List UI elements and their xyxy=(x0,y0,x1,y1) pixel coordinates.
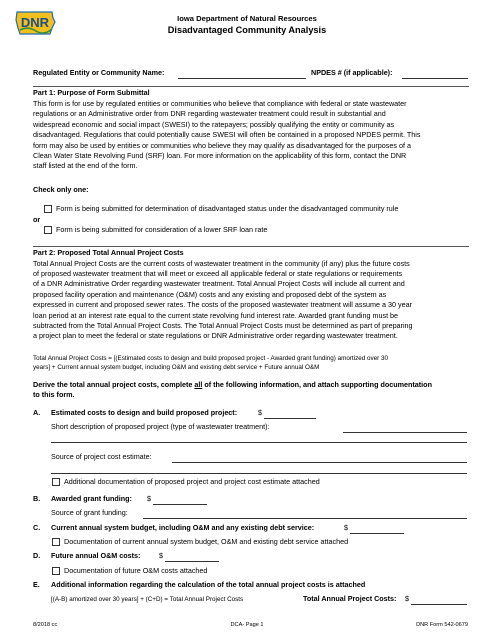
part1-line: staff listed at the end of the form. xyxy=(33,161,138,171)
part2-line: expressed in current and proposed sewer rates. The costs of the proposed wastewater treatment will assume a 30 year xyxy=(33,300,413,310)
item-e-letter: E. xyxy=(33,580,40,589)
item-d-letter: D. xyxy=(33,551,41,560)
item-d-dollar: $ xyxy=(159,551,163,560)
formula-line: years] + Current annual system budget, including O&M and existing debt service + Future annual O&M xyxy=(33,363,320,371)
item-b-source-label: Source of grant funding: xyxy=(51,508,128,517)
om-documentation-checkbox[interactable] xyxy=(52,567,60,575)
item-a-attach-label: Additional documentation of proposed project and project cost estimate attached xyxy=(64,477,320,486)
entity-name-label: Regulated Entity or Community Name: xyxy=(33,68,165,77)
part2-line: Total Annual Project Costs are the current costs of wastewater treatment in the community (if any) plus the future costs xyxy=(33,258,410,268)
option-disadvantaged-status-label: Form is being submitted for determination of disadvantaged status under the disadvantaged community rule xyxy=(56,204,399,213)
part2-line: proposed facility operation and maintenance (O&M) costs and any existing and proposed debt of the system as xyxy=(33,289,387,299)
derive-text: of the following information, and attach supporting documentation xyxy=(202,380,432,389)
part1-heading: Part 1: Purpose of Form Submittal xyxy=(33,88,150,97)
total-annual-cost-field[interactable] xyxy=(411,595,467,605)
cost-estimate-source-field[interactable] xyxy=(172,453,467,463)
item-c-label: Current annual system budget, including O&M and any existing debt service: xyxy=(51,523,315,532)
item-e-formula: [(A-B) amortized over 30 years] + (C+D) = Total Annual Project Costs xyxy=(51,596,244,603)
item-b-letter: B. xyxy=(33,494,41,503)
item-b-label: Awarded grant funding: xyxy=(51,494,132,503)
derive-text: Derive the total annual project costs, complete xyxy=(33,380,195,389)
total-cost-formula xyxy=(33,355,473,372)
derive-all-emphasis: all xyxy=(194,380,203,389)
part2-body xyxy=(33,259,473,342)
design-build-cost-field[interactable] xyxy=(264,409,316,419)
derive-instructions xyxy=(33,380,473,401)
current-budget-field[interactable] xyxy=(350,524,404,534)
npdes-label: NPDES # (if applicable): xyxy=(311,68,393,77)
item-e-dollar: $ xyxy=(405,594,409,603)
formula-line: Total Annual Project Costs = [(Estimated costs to design and build proposed project - Awarded grant funding) amortized over 30 xyxy=(33,355,388,362)
logo-text: DNR xyxy=(20,15,50,30)
item-c-letter: C. xyxy=(33,523,41,532)
part1-line: This form is for use by regulated entities or communities who believe that compliance with federal or state wastewater xyxy=(33,99,407,108)
part2-line: of a DNR Administrative Order regarding wastewater treatment. Total Annual Project Costs will include all current and xyxy=(33,279,405,289)
project-description-field-continued[interactable] xyxy=(51,433,467,443)
total-annual-cost-label: Total Annual Project Costs: xyxy=(303,594,397,603)
project-documentation-checkbox[interactable] xyxy=(52,478,60,486)
agency-name: Iowa Department of Natural Resources xyxy=(177,14,317,23)
part1-line: form may also be used by entities or communities who believe they may qualify as disadvantaged for the purposes of a xyxy=(33,140,411,150)
part2-line: subtracted from the Total Annual Project Costs. The Total Annual Project Costs must be determined as part of preparing xyxy=(33,320,413,330)
project-description-field[interactable] xyxy=(343,423,467,433)
part2-heading: Part 2: Proposed Total Annual Project Costs xyxy=(33,248,184,257)
footer-form-number: DNR Form 542-0679 xyxy=(416,622,468,628)
budget-documentation-checkbox[interactable] xyxy=(52,538,60,546)
part1-line: Clean Water State Revolving Fund (SRF) loan. For more information on the applicability of this form, contact the DNR xyxy=(33,151,407,161)
check-only-one-label: Check only one: xyxy=(33,185,89,194)
page-title: Disadvantaged Community Analysis xyxy=(167,25,327,35)
future-om-cost-field[interactable] xyxy=(165,552,219,562)
item-c-dollar: $ xyxy=(344,523,348,532)
or-label: or xyxy=(33,215,41,224)
item-d-attach-label: Documentation of future O&M costs attached xyxy=(64,566,208,575)
disadvantaged-status-checkbox[interactable] xyxy=(44,205,52,213)
item-a-source-label: Source of project cost estimate: xyxy=(51,452,152,461)
entity-name-field[interactable] xyxy=(178,69,306,79)
cost-estimate-source-field-continued[interactable] xyxy=(51,464,467,474)
part1-line: regulations or an Administrative order from DNR regarding wastewater treatment could result in substantial and xyxy=(33,109,386,119)
derive-text: to this form. xyxy=(33,390,75,400)
part2-line: of proposed wastewater treatment that will meet or exceed all applicable federal or state regulations or requirements xyxy=(33,268,403,278)
item-d-label: Future annual O&M costs: xyxy=(51,551,141,560)
section-divider xyxy=(33,86,469,87)
item-e-label: Additional information regarding the calculation of the total annual project costs is attached xyxy=(51,580,366,589)
part2-line: a project plan to meet the federal or state regulations or DNR Administrative order regarding wastewater treatment. xyxy=(33,331,398,341)
part1-body xyxy=(33,99,473,172)
item-c-attach-label: Documentation of current annual system budget, O&M and existing debt service attached xyxy=(64,537,349,546)
item-a-letter: A. xyxy=(33,408,41,417)
item-a-description-label: Short description of proposed project (type of wastewater treatment): xyxy=(51,422,270,431)
item-a-label: Estimated costs to design and build proposed project: xyxy=(51,408,238,417)
footer-date: 8/2018 cc xyxy=(33,622,58,628)
grant-funding-field[interactable] xyxy=(153,495,207,505)
lower-srf-rate-checkbox[interactable] xyxy=(44,226,52,234)
footer-page-number: DCA- Page 1 xyxy=(230,622,264,628)
grant-source-field[interactable] xyxy=(143,509,467,519)
part1-line: widespread economic and social impact (SWESI) to the ratepayers; possibly qualifying the entity or community as xyxy=(33,119,395,129)
item-a-dollar: $ xyxy=(258,408,262,417)
part1-line: disadvantaged. Regulations that could potentially cause SWESI will often be contained in a proposed NPDES permit. This xyxy=(33,130,421,140)
option-lower-srf-rate-label: Form is being submitted for consideration of a lower SRF loan rate xyxy=(56,225,268,234)
section-divider xyxy=(33,246,469,247)
item-b-dollar: $ xyxy=(147,494,151,503)
part2-line: loan period at an interest rate equal to the current state revolving fund interest rate. Awarded grant funding must be xyxy=(33,310,399,320)
npdes-number-field[interactable] xyxy=(402,69,468,79)
